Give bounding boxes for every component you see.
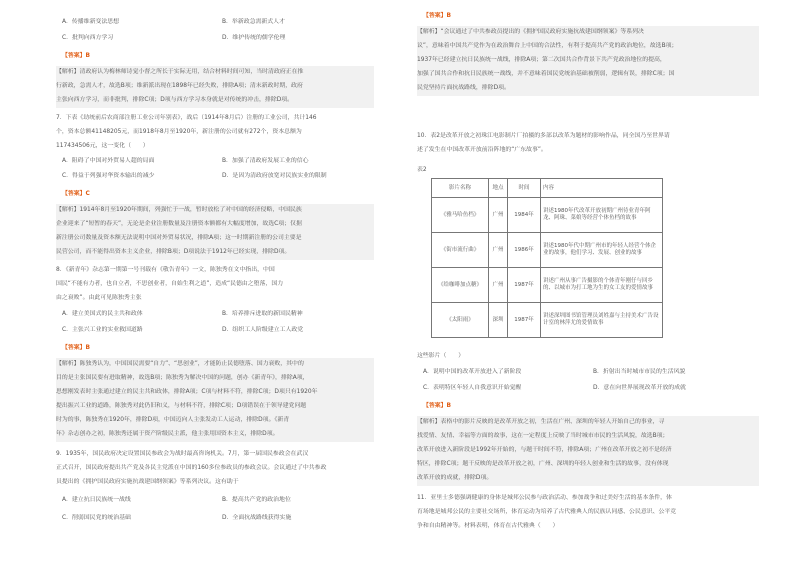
q8-expl-line: 年》杂志创办之初，陈独秀还属于资产阶级民主派，他主张用国资本主义，排除D项。 [56, 431, 279, 437]
q9-expl-line: 1937年已经建立抗日民族统一战线，排除A项；第二次国共合作背景下共产党政治地位的提高， [417, 57, 666, 63]
q10-expl-line: 【解析】表格中的影片反映的是改革开放之初，生活在广州、深圳的年轻人开始自己的事业，寻 [417, 419, 665, 425]
q9-expl-line: 议”，意味着中国共产党作为在政治舞台上中国的合法性，有利于提高共产党的政治地位，故选B项； [417, 43, 678, 49]
q7-expl-line: 企业迎来了“短暂的春天”，无论是企业注册数量及注册资本额都有大幅度增加，故选C项；仅据 [56, 221, 302, 227]
table-row [432, 198, 663, 233]
q6-expl-line: 行新政，急需人才，故选B项；维新派出现在1898年已经失败，排除A项；清末新政时期，政府 [56, 83, 303, 89]
table-cell: 讲述广州从事广告摄影的个体青年刚仔与回乡的、以城市为打工地为生的女工友的爱情故事 [541, 268, 663, 303]
table-cell: 《给咖啡加点糖》 [432, 268, 489, 303]
table-cell: 1986年 [508, 233, 541, 268]
q9-stem-line: 员提出的《拥护国民政府实施抗战建国纲领案》等系列决议。这有助于 [56, 479, 239, 485]
q10-option-c: C．表明特区年轻人自我意识开始觉醒 [423, 385, 522, 391]
q9-stem-line: 9．1935年，国民政府决定设置国民参政会为战时最高咨询机关。7月，第一届国民参政会在武汉 [56, 451, 309, 457]
q8-expl-line: 【解析】陈独秀认为，中国国民需要“自力”、“思创业”，才能防止民德堕落、国力衰败，其中的 [56, 361, 304, 367]
q7-expl-line: 新注册公司数量及资本额无法说明中国对外贸易状况，排除A项；这一时期新注册的公司主要是 [56, 235, 302, 241]
q11-stem-line: 11．亚里士多德强调健康的身体是城邦公民参与政治活动、参加战争和过美好生活的基本条件，体 [417, 495, 672, 501]
q10-expl-line: 改革开放的成就，排除D项。 [417, 475, 493, 481]
q8-option-d: D．组织工人阶级建立工人政党 [222, 327, 304, 333]
q7-option-a: A．阻碍了中国对外贸易人超的局面 [62, 158, 155, 164]
q8-stem-line: 国民“不能有力者，也自立者，不思创业者，自始生利之道”，造成“民德由之堕落，国力 [56, 281, 284, 287]
table-row [432, 268, 663, 303]
q8-expl-line: 思想刚发表时主张通过建立的民主共和政体，排除A项；C项与材料不符，排除C项；D项只有1920年 [56, 389, 318, 395]
table-header-cell: 影片名称 [432, 179, 489, 198]
table-header-cell: 地点 [489, 179, 508, 198]
q10-stem-line: 述了发生在中国改革开放前沿阵地的“广东故事”。 [417, 147, 547, 153]
q9-expl-line: 民党坚持片面抗战路线，排除D项。 [417, 85, 510, 91]
table-row [432, 233, 663, 268]
q9-expl-line: 【解析】“会议通过了中共参政员提出的《拥护国民政府实施抗战建国纲领案》等系列决 [417, 29, 644, 35]
table-label: 表2 [417, 167, 427, 173]
q10-stem-line: 10．表2是改革开放之初珠江电影制片厂拍摄的多部以改革为题材的影响作品，同全国乃至世界请 [417, 133, 670, 139]
q10-option-d: D．意在向世界展现改革开放的成就 [593, 385, 686, 391]
q8-stem-line: 由之衰败”。由此可见陈独秀主张 [56, 295, 142, 301]
table-row [432, 303, 663, 338]
q11-stem-line: 育场地是城邦公民的主要社交场所，体育运动为培养了古代雅典人的民族认同感、公民意识、公平竞 [417, 509, 677, 515]
q10-expl-line: 改革开放进入新阶段是1992年开始的，与题干时间不符，排除A项；广州在改革开放之初不是经济 [417, 447, 672, 453]
q10-expl-line: 特区，排除C项；题干反映的是改革开放之初，广州、深圳的年轻人创业和生活的故事，没有体现 [417, 461, 669, 467]
q10-option-b: B．折射出当时城市市民的生活风貌 [593, 369, 686, 375]
q8-expl-line: 时为的事，陈独秀在1920年，排除D项，中国迈向人主张发动工人运动，排除D项。《新青 [56, 417, 290, 423]
q9-option-c: C．削弱国民党的统治基础 [62, 515, 131, 521]
q9-option-a: A．建立抗日民族统一战线 [62, 497, 131, 503]
q7-stem-line: 117434506元，这一变化（ ） [56, 143, 149, 149]
q8-expl-line: 目的是主张国民要有进取精神，故选B项；陈独秀为解决中国的问题，创办《新青年》，排除A项， [56, 375, 309, 381]
q7-answer: 【答案】C [62, 191, 90, 197]
q9-expl-line: 加强了国共合作和抗日民族统一战线，并不意味着国民党统治基础被削弱，逻辑有误，排除C项；国 [417, 71, 675, 77]
q9-stem-line: 正式召开，国民政府提出共产党及各民主党派在中国的160多位参政员的参政会议。会议通过了中共参政 [56, 465, 327, 471]
q9-option-d: D．全面抗战路线获得实施 [222, 515, 292, 521]
q9-option-b: B．提高共产党的政治地位 [222, 497, 291, 503]
table-header-cell: 时间 [508, 179, 541, 198]
q8-option-c: C．主张兴工业的实业救国道路 [62, 327, 143, 333]
q7-option-c: C．得益于列强对华资本输出的减少 [62, 173, 155, 179]
table-cell: 广州 [489, 233, 508, 268]
q6-expl-line: 【解析】清政府认为梅林师诗觉小督之所长于实际无用，结合材料时间可知，当时清政府正在推 [56, 69, 304, 75]
q6-option-b: B．举新政急需新式人才 [222, 19, 285, 25]
q8-expl-line: 提出振兴工业的道路，陈独秀对此仍旧和义，与材料不符，排除C项；D项错误在于领导建党问题 [56, 403, 307, 409]
right-page [397, 0, 794, 562]
q6-expl-line: 主张向西方学习，而非批判，排除C项；D项与西方学习本身就是对传统的冲击，排除D项。 [56, 97, 294, 103]
table-cell: 1987年 [508, 268, 541, 303]
table-cell: 讲述1980年代改革开放初期广州待业青年阿龙、阿珠、菜娘等经营个体鱼档的故事 [541, 198, 663, 233]
q6-option-a: A．传播维新变法思想 [62, 19, 120, 25]
q7-option-b: B．加强了清政府发展工业的信心 [222, 158, 309, 164]
q10-option-a: A．说明中国的改革开放进入了新阶段 [423, 369, 522, 375]
table-cell: 《太阳雨》 [432, 303, 489, 338]
q6-option-d: D．维护传统的儒学伦理 [222, 35, 286, 41]
q11-stem-line: 争和自由精神等。材料表明，体育在古代雅典（ ） [417, 523, 559, 529]
q6-answer: 【答案】B [62, 53, 91, 59]
table-cell: 《街市流行曲》 [432, 233, 489, 268]
table-cell: 深圳 [489, 303, 508, 338]
q8-stem-line: 8．《新青年》杂志第一期第一号刊载有《敬告青年》一文，陈独秀在文中指出，中国 [56, 267, 275, 273]
table-cell: 广州 [489, 268, 508, 303]
table-cell: 讲述深圳图书馆管理员刘姓嘉与主持美术广告设计室的林萍尤的爱情故事 [541, 303, 663, 338]
q6-option-c: C．批判向西方学习 [62, 35, 114, 41]
q9-answer: 【答案】B [423, 13, 452, 19]
table-cell: 1987年 [508, 303, 541, 338]
film-table [431, 178, 663, 338]
table-cell: 讲述1980年代中期广州市的年轻人经营个体企业的故事，他们学习、发展、创业的故事 [541, 233, 663, 268]
table-cell: 1984年 [508, 198, 541, 233]
table-header-cell: 内容 [541, 179, 663, 198]
q10-expl-line: 找爱情、友情、幸福等方面的故事，这在一定程度上反映了当时城市市民的生活风貌，故选B项； [417, 433, 669, 439]
q10-answer: 【答案】B [423, 403, 452, 409]
q7-stem-line: 个，资本总额41148205元，而1918年8月至1920年，新注册的公司就有272个，资本总额为 [56, 129, 302, 135]
table-header-row [432, 179, 663, 198]
q8-option-a: A．建立美国式的民主共和政体 [62, 311, 143, 317]
q7-option-d: D．是因为清政府放宽对民族实业的限制 [222, 173, 327, 179]
table-cell: 广州 [489, 198, 508, 233]
table-cell: 《雅马哈鱼档》 [432, 198, 489, 233]
q7-stem-line: 7．下表《劫统前后农商部注册工业公司年别表》，战后（1914年8月后）注册的工业公司，共计146 [56, 115, 317, 121]
q8-answer: 【答案】B [62, 345, 91, 351]
q8-option-b: B．培养排斥进取的新国民精神 [222, 311, 303, 317]
q10-lead: 这些影片（ ） [417, 353, 465, 359]
q7-expl-line: 【解析】1914年8月至1920年期间，列强忙于一战，暂时放松了对中国的经济侵略，中国民族 [56, 207, 302, 213]
q7-expl-line: 民营公司，而不能得出资本主义企业，排除B项；D项说法于1912年已经实现，排除D项。 [56, 249, 291, 255]
